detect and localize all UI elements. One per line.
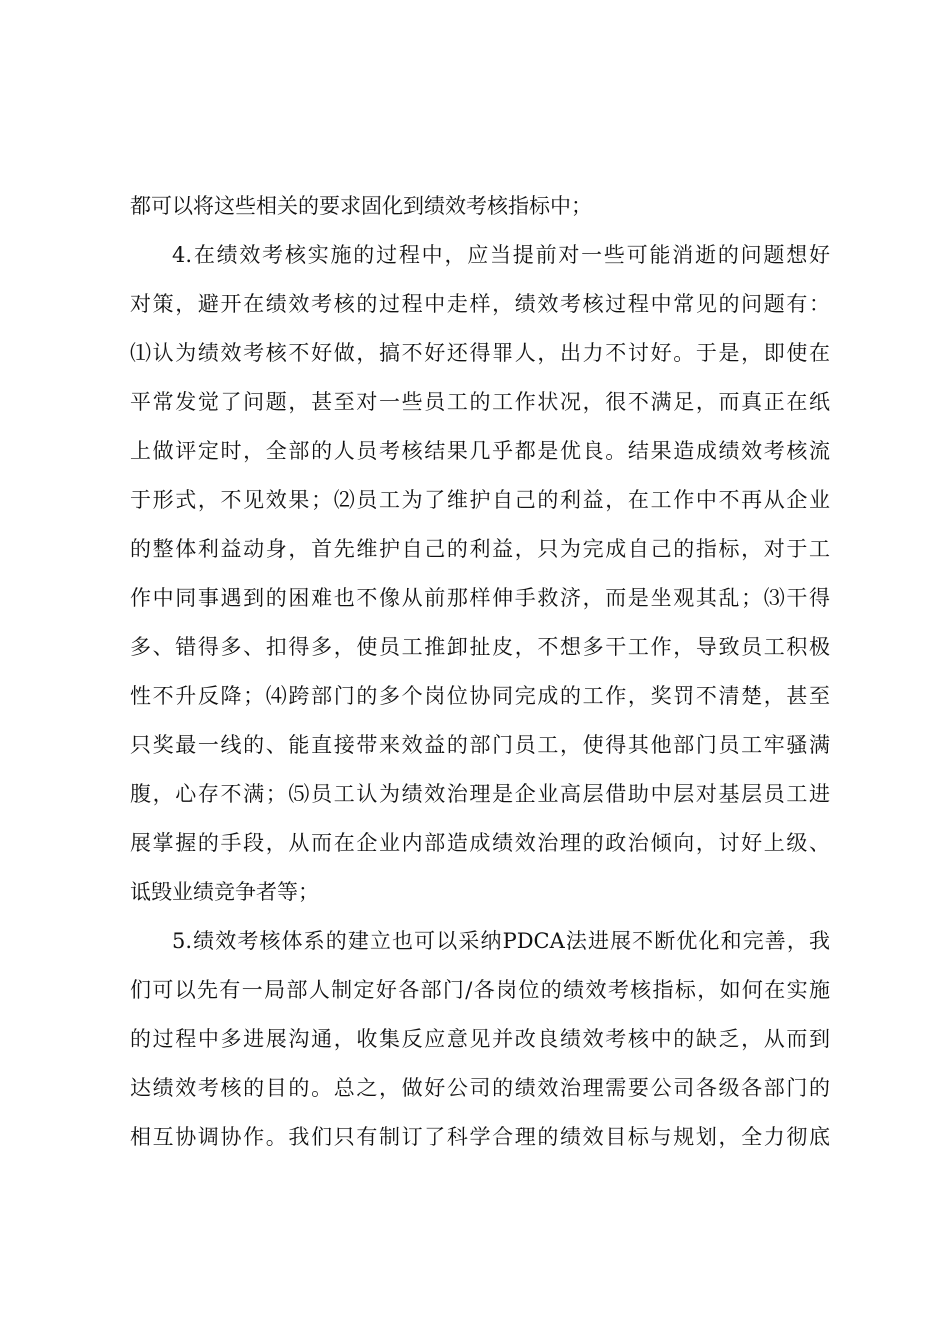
text-line: ⑴认为绩效考核不好做，搞不好还得罪人，出力不讨好。于是，即使在	[130, 341, 830, 365]
text-line: 们可以先有一局部人制定好各部门/各岗位的绩效考核指标，如何在实施	[130, 978, 830, 1002]
text-line: 作中同事遇到的困难也不像从前那样伸手救济，而是坐观其乱；⑶干得	[130, 586, 830, 610]
text-line: 都可以将这些相关的要求固化到绩效考核指标中；	[130, 194, 592, 218]
text-line: 达绩效考核的目的。总之，做好公司的绩效治理需要公司各级各部门的	[130, 1076, 830, 1100]
text-line: 4.在绩效考核实施的过程中，应当提前对一些可能消逝的问题想好	[172, 243, 830, 267]
text-line: 展掌握的手段，从而在企业内部造成绩效治理的政治倾向，讨好上级、	[130, 831, 830, 855]
text-line: 对策，避开在绩效考核的过程中走样，绩效考核过程中常见的问题有：	[130, 292, 830, 316]
text-line: 多、错得多、扣得多，使员工推卸扯皮，不想多干工作，导致员工积极	[130, 635, 830, 659]
text-line: 于形式，不见效果；⑵员工为了维护自己的利益，在工作中不再从企业	[130, 488, 830, 512]
text-line: 的过程中多进展沟通，收集反应意见并改良绩效考核中的缺乏，从而到	[130, 1027, 830, 1051]
text-line: 诋毁业绩竞争者等；	[130, 880, 319, 904]
text-line: 的整体利益动身，首先维护自己的利益，只为完成自己的指标，对于工	[130, 537, 830, 561]
text-line: 腹，心存不满；⑸员工认为绩效治理是企业高层借助中层对基层员工进	[130, 782, 830, 806]
text-line: 相互协调协作。我们只有制订了科学合理的绩效目标与规划，全力彻底	[130, 1125, 830, 1149]
text-line: 平常发觉了问题，甚至对一些员工的工作状况，很不满足，而真正在纸	[130, 390, 830, 414]
text-line: 只奖最一线的、能直接带来效益的部门员工，使得其他部门员工牢骚满	[130, 733, 830, 757]
text-line: 5.绩效考核体系的建立也可以采纳PDCA法进展不断优化和完善，我	[172, 929, 830, 953]
text-line: 上做评定时，全部的人员考核结果几乎都是优良。结果造成绩效考核流	[130, 439, 830, 463]
text-line: 性不升反降；⑷跨部门的多个岗位协同完成的工作，奖罚不清楚，甚至	[130, 684, 830, 708]
